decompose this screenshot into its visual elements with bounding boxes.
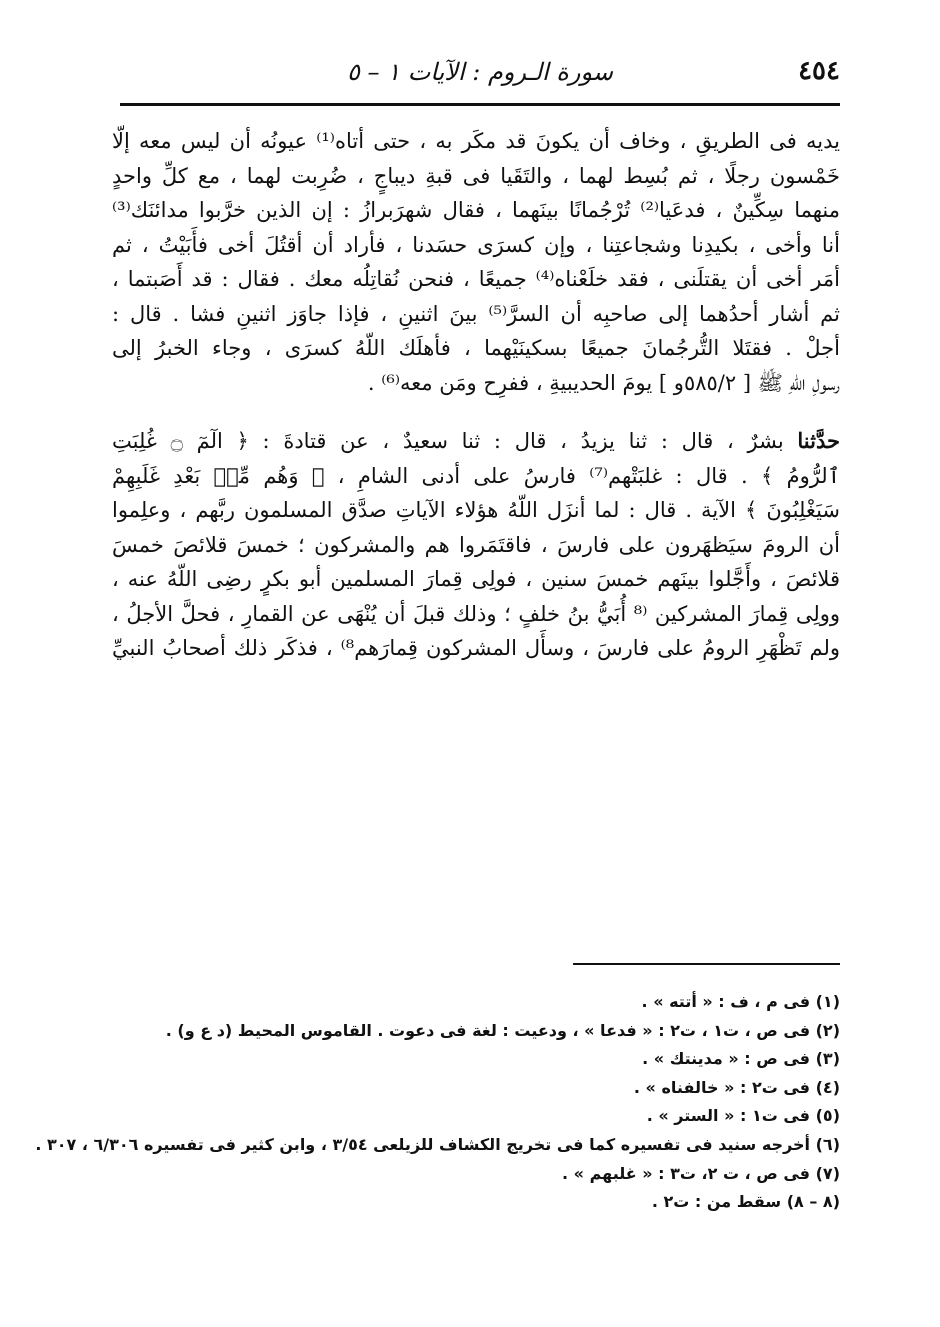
header-rule [120, 103, 840, 106]
text-line: رسولِ اللّهِ ﷺ [ ٥٨٥/٢و ] يومَ الحديبيةِ ، ففرِح ومَن معه⁽⁶⁾ . [367, 370, 840, 395]
text-line: ولم تَظْهَرِ الرومُ على فارسَ ، وسأَل المشركون قِمارَهم⁸⁾ ، فذكَر ذلك أصحابُ النبيِّ [112, 636, 840, 660]
text-line: يديه فى الطريقِ ، وخاف أن يكونَ قد مكَر به ، حتى أتاه⁽¹⁾ عيونُه أن ليس معه إلّا [112, 129, 840, 153]
text-line: أمَر أخى أن يقتلَنى ، فقد خلَعْناه⁽⁴⁾ جميعًا ، فنحن نُقاتِلُه معك . فقال : قد أَصَبتما ، [112, 267, 840, 291]
footnote: (٨ – ٨) سقط من : ت٢ . [651, 1192, 840, 1212]
text-line: أجلْ . فقتَلا التُّرجُمانَ جميعًا بسكينَيْهما ، فأهلَك اللّهُ كسرَى ، وجاء الخبرُ إلى [112, 336, 840, 360]
footnote: (٤) فى ت٢ : « خالفناه » . [633, 1077, 840, 1097]
text-line: وولِى قِمارَ المشركين ⁽⁸ أُبَيُّ بنُ خلفٍ ؛ وذلك قبلَ أن يُنْهَى عن القمارِ ، فحلَّ الأجلُ ، [112, 601, 840, 626]
paragraph-1 [112, 124, 840, 400]
page-header [120, 50, 840, 96]
text-line: ثم أشار أحدُهما إلى صاحبِه أن السرَّ⁽⁵⁾ بينَ اثنينِ ، فإذا جاوَز اثنينِ فشا . قال : [112, 301, 840, 326]
footnote: (٢) فى ص ، ت١ ، ت٢ : « فدعا » ، ودعيت : لغة فى دعوت . القاموس المحيط (د ع و) . [165, 1020, 840, 1040]
page-number: ٤٥٤ [798, 56, 840, 86]
footnote: (٣) فى ص : « مدينتك » . [642, 1049, 840, 1069]
running-title: سورة الـروم : الآيات ١ – ٥ [347, 58, 613, 86]
text-line-content: بشرٌ ، قال : ثنا يزيدُ ، قال : ثنا سعيدٌ ، عن قتادةَ : ﴿ الٓمٓ ۝ غُلِبَتِ [112, 429, 798, 453]
text-line: منهما سِكِّينٌ ، فدعَيا⁽²⁾ تُرْجُمانًا بينَهما ، فقال شهرَبرازُ : إن الذين خرَّبوا مدائنَك⁽³⁾ [112, 198, 840, 222]
footnote: (٦) أخرجه سنيد فى تفسيره كما فى تخريج الكشاف للزيلعى ٣/٥٤ ، وابن كثير فى تفسيره ٦/٣٠٦ ، ٣٠٧ . [35, 1134, 840, 1154]
footnote: (٧) فى ص ، ت ٢، ت٣ : « غلبهم » . [562, 1163, 840, 1183]
paragraph-2 [112, 424, 840, 666]
text-line: خَمْسون رجلًا ، ثم بُسِط لهما ، والتَقَيا فى قبةِ ديباجٍ ، ضُرِبت لهما ، مع كلِّ واحدٍ [112, 163, 840, 188]
text-line: سَيَغْلِبُونَ ﴾ الآية . قال : لما أنزَل اللّهُ هؤلاء الآياتِ صدَّق المسلمون ربَّهم ، وعلِموا [112, 498, 840, 522]
footnote-rule [573, 963, 840, 965]
text-line [112, 424, 840, 459]
hadith-lead-word: حدَّثنا [797, 428, 840, 453]
text-line: ٱلرُّومُ ﴾ . قال : غلبَتْهم⁽⁷⁾ فارسُ على أدنى الشامِ ، ﴿ وَهُم مِّنۢ بَعْدِ غَلَبِهِمْ [112, 463, 841, 488]
text-line: قلائصَ ، وأَجَّلوا بينَهم خمسَ سنين ، فولِى قِمارَ المسلمين أبو بكرٍ رضِى اللّهُ عنه ، [112, 567, 840, 591]
footnote: (٥) فى ت١ : « الستر » . [646, 1106, 840, 1126]
footnote: (١) فى م ، ف : « أتته » . [641, 992, 840, 1011]
main-text [112, 124, 840, 666]
text-line: أن الرومَ سيَظهَرون على فارسَ ، فاقتَمَروا هم والمشركون ؛ خمسَ قلائصَ خمسَ [112, 532, 840, 557]
footnotes [35, 988, 840, 1217]
text-line: أنا وأخى ، بكيدِنا وشجاعتِنا ، وإن كسرَى حسَدنا ، فأراد أن أقتُلَ أخى فأَبَيْتُ ، ثم [112, 232, 840, 257]
